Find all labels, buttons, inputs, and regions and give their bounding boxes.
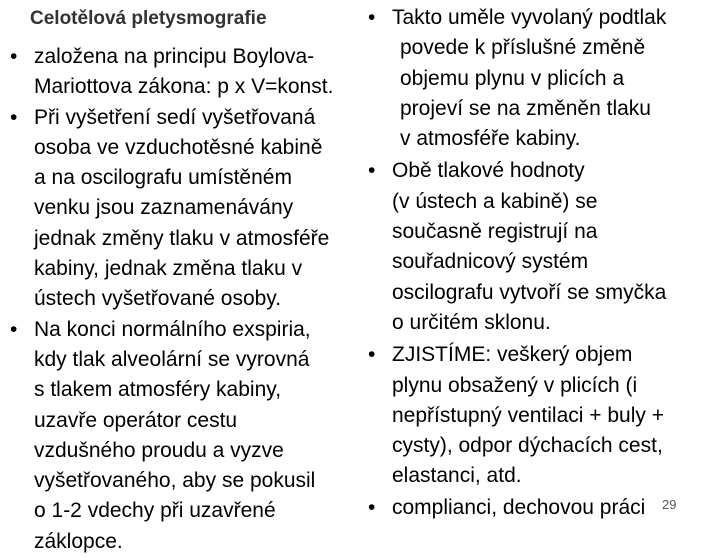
bullet-text-line: ZJISTÍME: veškerý objem xyxy=(392,343,633,367)
bullet-text-line: (v ústech a kabině) se xyxy=(392,189,598,213)
bullet-text-line: Na konci normálního exspiria, xyxy=(34,317,311,341)
bullet-text-line: jednak změny tlaku v atmosféře xyxy=(34,226,330,250)
bullet-text-line: Při vyšetření sedí vyšetřovaná xyxy=(34,105,316,129)
bullet-text-line: venku jsou zaznamenávány xyxy=(34,196,294,220)
bullet-text-line: ústech vyšetřované osoby. xyxy=(34,287,282,311)
bullet-text-line: oscilografu vytvoří se smyčka xyxy=(392,280,667,304)
bullet-item xyxy=(10,42,370,103)
bullet-text-line: cysty), odpor dýchacích cest, xyxy=(392,434,663,458)
slide-number: 29 xyxy=(662,497,677,512)
bullet-text-line: projeví se na změněn tlaku xyxy=(400,96,651,120)
bullet-text-line: o 1-2 vdechy při uzavřené xyxy=(34,499,276,523)
bullet-marker: • xyxy=(10,105,18,129)
bullet-text-line: objemu plynu v plicích a xyxy=(400,66,625,90)
bullet-text-line: plynu obsažený v plicích (i xyxy=(392,373,638,397)
bullet-text-line: kabiny, jednak změna tlaku v xyxy=(34,257,303,281)
bullet-text-line: současně registrují na xyxy=(392,220,598,244)
bullet-text-line: s tlakem atmosféry kabiny, xyxy=(34,378,282,402)
bullet-text-line: a na oscilografu umístěném xyxy=(34,166,292,190)
bullet-item xyxy=(368,3,718,154)
bullet-text-line: souřadnicový systém xyxy=(392,250,589,274)
bullet-item xyxy=(10,103,370,315)
bullet-text-line: v atmosféře kabiny. xyxy=(400,127,581,151)
bullet-marker: • xyxy=(368,343,376,367)
bullet-item xyxy=(368,156,718,338)
bullet-marker: • xyxy=(10,45,18,68)
bullet-text-line: osoba ve vzduchotěsné kabině xyxy=(34,135,323,159)
bullet-text-line: complianci, dechovou práci xyxy=(392,495,646,519)
bullet-text-line: povede k příslušné změně xyxy=(400,36,646,60)
bullet-marker: • xyxy=(368,159,376,183)
bullet-text-line: Takto uměle vyvolaný podtlak xyxy=(392,6,667,29)
bullet-text-line: vyšetřovaného, aby se pokusil xyxy=(34,469,316,493)
left-column xyxy=(10,42,370,557)
bullet-text-line: nepřístupný ventilaci + buly + xyxy=(392,403,664,427)
right-column xyxy=(368,3,718,523)
slide-title: Celotělová pletysmografie xyxy=(30,8,267,29)
bullet-text-line: vzdušného proudu a vyzve xyxy=(34,438,284,462)
bullet-item xyxy=(10,315,370,557)
bullet-marker: • xyxy=(368,495,376,519)
bullet-text-line: založena na principu Boylova- xyxy=(34,45,315,68)
bullet-text-line: Mariottova zákona: p x V=konst. xyxy=(34,75,334,99)
bullet-text-line: kdy tlak alveolární se vyrovná xyxy=(34,347,310,371)
bullet-text-line: o určitém sklonu. xyxy=(392,310,551,334)
bullet-marker: • xyxy=(10,317,18,341)
bullet-text-line: Obě tlakové hodnoty xyxy=(392,159,585,183)
bullet-text-line: záklopce. xyxy=(34,529,123,553)
bullet-item xyxy=(368,340,718,491)
bullet-text-line: uzavře operátor cestu xyxy=(34,408,238,432)
bullet-marker: • xyxy=(368,6,376,29)
bullet-text-line: elastanci, atd. xyxy=(392,464,522,488)
